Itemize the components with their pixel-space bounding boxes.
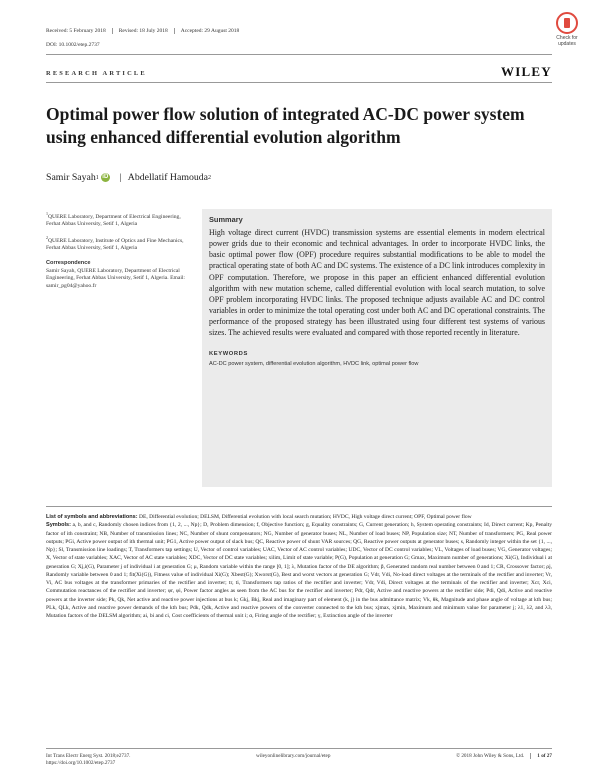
author-separator: |: [119, 172, 122, 183]
journal-site-link[interactable]: wileyonlinelibrary.com/journal/etep: [256, 753, 331, 759]
accepted-date: Accepted: 29 August 2018: [180, 28, 240, 34]
abbr-heading: List of symbols and abbreviations:: [46, 514, 138, 520]
correspondence-heading: Correspondence: [46, 260, 91, 267]
crossmark-icon: [556, 12, 578, 34]
copyright: © 2018 John Wiley & Sons, Ltd.: [456, 753, 525, 759]
section-label: RESEARCH ARTICLE: [46, 70, 147, 77]
author-name[interactable]: Abdellatif Hamouda: [127, 172, 209, 183]
abbr-text: DE, Differential evolution; DELSM, Differential evolution with local search mutation; HVDC, High voltage direct current; OPF, Optimal power flow: [138, 514, 472, 520]
crossmark-badge[interactable]: [548, 12, 586, 50]
publisher-logo: WILEY: [501, 64, 552, 79]
page-number: 1 of 27: [530, 753, 552, 759]
affiliations: [46, 210, 196, 290]
orcid-icon[interactable]: iD: [102, 174, 109, 180]
symbols-text: a, b, and c, Randomly chosen indices from {1, 2, ..., Np}; D, Problem dimension; f, Objective function; g, Equality constraints; G, Current generation; h, System operating constraints; Id, Direct current; Kp, Penalty factor of ith constraint; NB, Number of transmission lines; NC, Number of shunt compensators; NG, Number of generator buses; NL, Number of load buses; NP, Population size; NT, Number of transformers; PG, Real power outputs; PGi, Active power output of ith thermal unit; PG1, Active power output of slack bus; QC, Reactive power of shunt VAR sources; QG, Reactive power outputs at generator buses; s, Randomly integer within the set {1, ..., Np}; Sl, Transmission line loadings; T, Transformers tap settings; U, Vector of control variables; UAC, Vector of AC control variables; UDC, Vector of DC control variables; VL, Voltages of load buses; VG, Generator voltages; X, Vector of state variables; XAC, Vector of AC state variables; XDC, Vector of DC state variables; xilim, Limit of state variable; P(G), Population at generation G; Gmax, Maximum number of generations; Xi(G), Individual i at generation G; Xj,i(G), Parameter j of individual i at generation G; μ, Random variable within the range [0, 1]; λ, Mutation factor of the DE algorithm; β, Generated random real number between 0 and 1; CR, Crossover factor; ρj, Randomly variable between 0 and 1; fit(Xi(G)), Fitness value of individual Xi(G); Xbest(G); Xworst(G), Best and worst vectors at generation G; Vdr, Vdi, No-load direct voltages at the terminals of the rectifier and inverter; Vr, Vi, AC bus voltages at the transformer primaries of the rectifier and inverter; tr, ti, Transformers tap ratios of the rectifier and inverter; Vdr, Vdi, Direct voltages at the terminals of the rectifier and inverter; Xcr, Xci, Commutation reactances of the rectifier and inverter; φr, φi, Power factor angles as seen from the AC bus for the rectifier and inverter; Pdr, Qdr, Active and reactive powers at the rectifier side; Pdi, Qdi, Active and reactive powers at the inverter side; Pk, Qk, Net active and reactive power injections at bus k; Gkj, Bkj, Real and imaginary part of element (k, j) in the bus admittance matrix; Vk, θk, Magnitude and phase angle of voltage at kth bus; PLk, QLk, Active and reactive power demands of the kth bus; Pdk, Qdk, Active and reactive powers of the converter connected to the kth bus; xjmax, xjmin, Maximum and minimum value for parameter j; λ1, λ2, and λ3, Mutation factors of the DELSM algorithm; ai, bi and ci, Cost coefficients of thermal unit i; α, Firing angle of the rectifier; γ, Extinction angle of the inverter: [46, 522, 553, 619]
footer-divider: [46, 748, 552, 749]
summary-text: High voltage direct current (HVDC) transmission systems are essential elements in modern electrical power grids due to their economic and technical advantages. In order to incorporate HVDC links, the basic optimal power flow (OPF) procedure requires substantial modifications to be able to model the practical operating state of both AC and DC systems. The existence of a DC link introduces complexity in OPF computation. Therefore, we propose in this paper an efficient enhanced differential evolution algorithm with new mutation scheme, called differential evolution with local search mutation, to solve OPF problem incorporating HVDC links. The proposed technique adjusts available AC and DC control variables in order to minimize the total operating cost under both AC and DC operational constraints. The performance of the proposed strategy has been illustrated using four different test systems of various sizes. The achieved results were evaluated and compared with those reported recently in literature.: [209, 228, 545, 338]
summary-heading: Summary: [209, 215, 243, 224]
section-divider: [46, 82, 552, 83]
symbols-divider: [46, 506, 552, 507]
received-date: Received: 5 February 2018: [46, 28, 113, 34]
correspondence-text: Samir Sayah, QUERE Laboratory, Department of Electrical Engineering, Ferhat Abbas University, Setif 1, Algeria. Email: samir_pg04@yahoo.fr: [46, 267, 185, 289]
affiliation-item: $^2$QUERE Laboratory, Institute of Optics and Fine Mechanics, Ferhat Abbas University, Setif 1, Algeria: [46, 234, 184, 251]
article-url[interactable]: https://doi.org/10.1002/etep.2737: [46, 760, 116, 766]
author-list: [46, 172, 211, 183]
crossmark-label: Check for updates: [556, 35, 578, 47]
author-affil-sup: 1: [95, 174, 99, 181]
keywords-heading: KEYWORDS: [209, 350, 248, 357]
doi[interactable]: DOI: 10.1002/etep.2737: [46, 42, 100, 48]
summary-box: [202, 209, 552, 487]
article-title: Optimal power flow solution of integrated AC-DC power system using enhanced differential evolution algorithm: [46, 104, 525, 147]
journal-citation: Int Trans Electr Energ Syst. 2018;e2737.: [46, 753, 131, 759]
author-affil-sup: 2: [208, 174, 212, 181]
affiliation-item: $^1$QUERE Laboratory, Department of Electrical Engineering, Ferhat Abbas University, Setif 1, Algeria: [46, 211, 181, 228]
symbols-heading: Symbols:: [46, 522, 71, 529]
symbols-list: [46, 513, 552, 620]
article-history: [46, 28, 251, 34]
header-divider: [46, 54, 552, 55]
keywords-text: AC-DC power system, differential evolution algorithm, HVDC link, optimal power flow: [209, 360, 419, 367]
revised-date: Revised: 18 July 2018: [119, 28, 175, 34]
author-name[interactable]: Samir Sayah: [46, 172, 96, 183]
